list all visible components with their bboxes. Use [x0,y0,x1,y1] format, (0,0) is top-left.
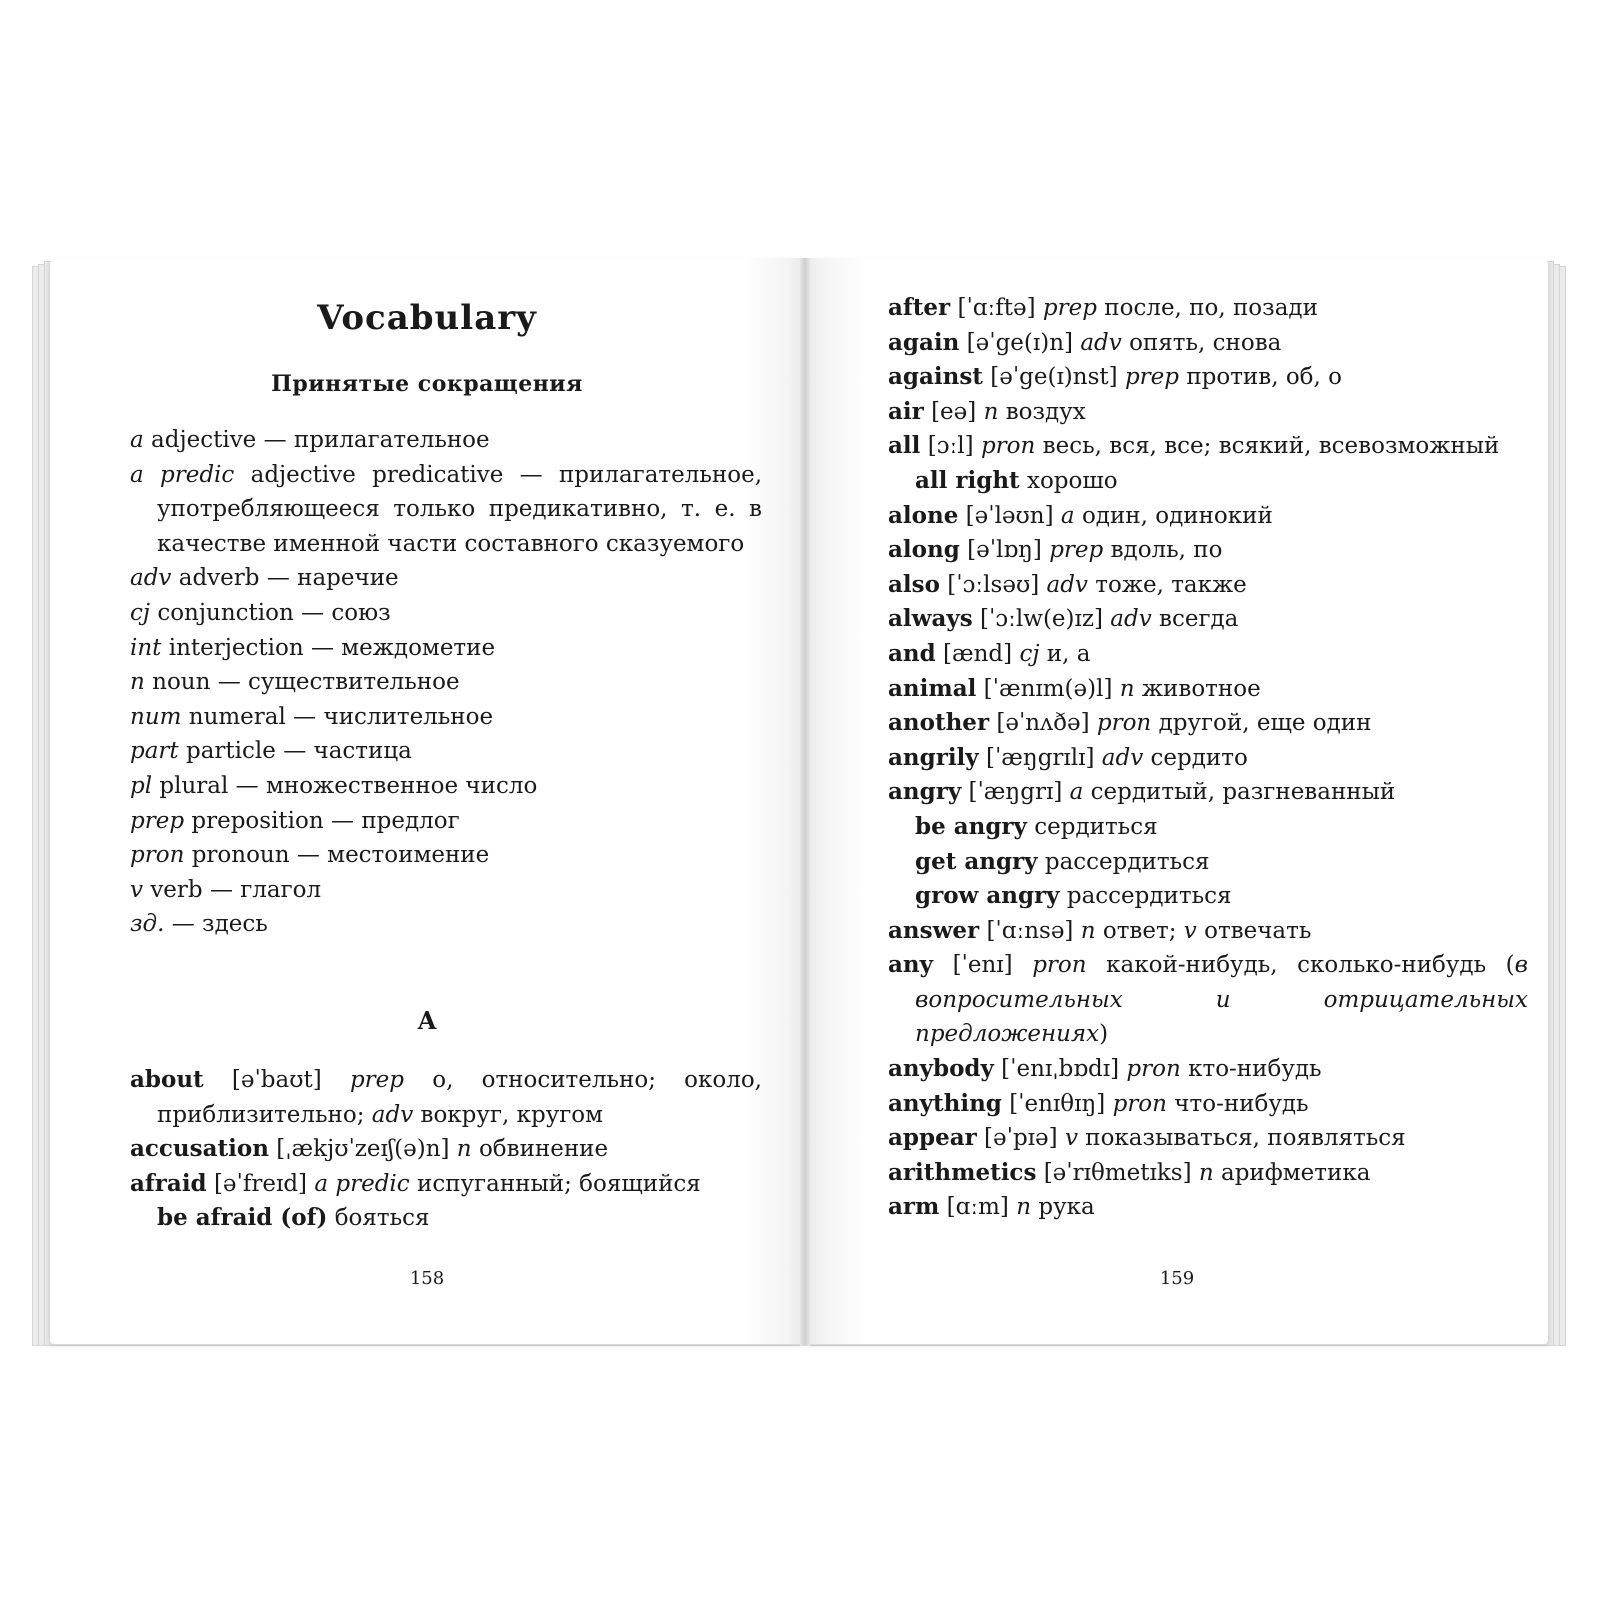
part-of-speech: v [1183,917,1197,944]
abbreviations-list [130,423,762,942]
transcription: [əˈnʌðə] [996,710,1090,737]
page-number-left: 158 [409,1268,445,1289]
transcription: [əˈbaʊt] [231,1067,322,1093]
headword: be afraid (of) [157,1204,328,1232]
usage-note-bracket: ) [1099,1021,1109,1048]
page-number-right: 159 [1159,1268,1195,1289]
transcription: [ˈænɪm(ə)l] [983,675,1113,702]
translation: против, об, о [1186,364,1343,391]
part-of-speech: pron [1032,952,1087,979]
part-of-speech: adv [1101,744,1144,771]
transcription: [ɑːm] [946,1194,1009,1221]
part-of-speech: adv [1080,329,1122,356]
section-letter: A [417,1006,437,1035]
part-of-speech: n [1080,917,1096,944]
part-of-speech: n [1119,675,1135,702]
transcription: [ˈenɪθɪŋ] [1009,1090,1106,1117]
usage-note-bracket: ( [1505,952,1515,979]
dictionary-entry [888,395,1528,430]
transcription: [əˈge(ɪ)n] [966,329,1074,356]
headword: another [888,709,990,737]
headword: be angry [915,812,1027,840]
abbreviation: a [130,427,144,453]
dictionary-subentry [915,810,1528,845]
dictionary-entry [888,741,1528,776]
translation: воздух [1005,398,1086,425]
dictionary-entry [888,1087,1528,1122]
abbreviation-item [130,631,762,666]
dictionary-entry [130,1132,762,1167]
translation: после, по, позади [1104,295,1318,321]
dictionary-entry [888,914,1528,949]
translation: сердито [1150,744,1248,771]
part-of-speech: pron [1112,1090,1167,1117]
translation: другой, еще один [1158,710,1372,737]
headword: anything [888,1089,1002,1117]
abbreviation: num [130,703,182,730]
headword: again [888,328,960,356]
headword: all [888,432,921,460]
translation: вдоль, по [1110,537,1223,564]
abbreviation-meaning: adjective predicative — прилагательное, употребляющееся только предикативно, т. е. в качестве именной части составного сказуемого [157,461,762,557]
transcription: [ˈæŋgrɪlɪ] [985,744,1095,771]
transcription: [ˈenɪˌbɒdɪ] [1001,1056,1120,1083]
transcription: [əˈlɒŋ] [967,537,1042,564]
transcription: [əˈfreɪd] [213,1170,308,1197]
part-of-speech: n [1198,1159,1214,1186]
translation: какой-нибудь, сколько-нибудь [1106,952,1487,979]
part-of-speech: a [1060,502,1075,529]
abbreviation: cj [130,599,151,626]
dictionary-entries-right [888,291,1528,1225]
part-of-speech: cj [1019,640,1040,667]
part-of-speech: v [1064,1125,1078,1152]
translation: животное [1141,675,1261,702]
abbreviation-meaning: interjection — междометие [168,634,496,661]
abbreviation-meaning: pronoun — местоимение [191,842,490,869]
page-title: Vocabulary [317,298,537,338]
translation: вокруг, кругом [420,1101,604,1128]
abbreviation: int [130,634,162,661]
headword: get angry [915,847,1038,875]
right-page [806,258,1548,1344]
dictionary-entry [888,637,1528,672]
dictionary-entry [888,429,1528,464]
transcription: [əˈləʊn] [965,502,1054,529]
headword: about [130,1066,204,1093]
abbreviation-item [130,561,762,596]
transcription: [əˈrɪθmetɪks] [1043,1159,1192,1186]
transcription: [əˈge(ɪ)nst] [990,364,1118,391]
abbreviation-item [130,769,762,804]
abbreviation-meaning: particle — частица [186,738,412,765]
transcription: [ˈɑːnsə] [986,917,1074,944]
abbreviation: prep [130,807,185,834]
abbreviation: pron [130,842,185,869]
headword: and [888,639,936,667]
part-of-speech: pron [1096,710,1152,737]
dictionary-entry [130,1063,762,1132]
dictionary-entry [888,706,1528,741]
part-of-speech: pron [1126,1056,1181,1083]
abbreviation: v [130,876,143,903]
headword: anybody [888,1055,994,1083]
translation: всегда [1159,606,1239,633]
translation: рука [1038,1194,1095,1221]
dictionary-entry [888,672,1528,707]
transcription: [ænd] [943,640,1013,667]
translation: арифметика [1221,1159,1371,1186]
headword: always [888,605,973,633]
part-of-speech: adv [1046,571,1088,598]
abbreviation-item [130,423,762,458]
headword: also [888,570,940,598]
transcription: [əˈpɪə] [984,1125,1058,1152]
dictionary-entries-left [130,1063,762,1236]
transcription: [ˈɔːlw(e)ɪz] [979,606,1103,633]
translation: обвинение [478,1136,609,1163]
headword: answer [888,916,980,944]
transcription: [ˈɑːftə] [957,295,1036,321]
part-of-speech: n [456,1136,472,1163]
usage-note: в вопросительных и отрицательных предложениях [915,952,1529,1048]
transcription: [eə] [931,398,977,425]
book-spine [800,258,810,1346]
part-of-speech: prep [1124,364,1179,391]
left-page [50,258,804,1344]
part-of-speech: prep [349,1067,404,1093]
abbreviation-item [130,700,762,735]
headword: arm [888,1193,940,1221]
dictionary-entry [130,1167,762,1202]
abbreviation-item [130,458,762,562]
abbreviation-item [130,596,762,631]
dictionary-entry [888,1156,1528,1191]
abbreviation: n [130,669,145,696]
part-of-speech: a [1069,779,1084,806]
abbreviation-meaning: adjective — прилагательное [151,427,490,453]
dictionary-entry [888,775,1528,810]
translation: испуганный; боящийся [416,1170,701,1197]
headword: afraid [130,1169,207,1197]
translation: опять, снова [1129,329,1282,356]
translation: один, одинокий [1081,502,1273,529]
translation: ответ; [1102,917,1177,944]
translation: бояться [334,1205,430,1232]
dictionary-entry [888,1121,1528,1156]
abbreviation-item [130,873,762,908]
translation: отвечать [1204,917,1312,944]
translation: рассердиться [1044,848,1210,875]
headword: grow angry [915,882,1060,910]
headword: air [888,397,924,425]
translation: сердитый, разгневанный [1090,779,1396,806]
dictionary-entry [888,948,1528,1052]
headword: accusation [130,1135,269,1163]
dictionary-subentry [915,464,1528,499]
translation: кто-нибудь [1188,1056,1322,1083]
abbreviation-meaning: plural — множественное число [159,772,538,799]
dictionary-entry [888,1190,1528,1225]
translation: о, относительно; около, приблизительно; [157,1067,762,1128]
dictionary-entry [888,326,1528,361]
part-of-speech: pron [980,433,1036,460]
dictionary-entry [888,533,1528,568]
abbreviation-item [130,665,762,700]
translation: показываться, появляться [1085,1125,1406,1152]
headword: arithmetics [888,1158,1037,1186]
translation: что-нибудь [1174,1090,1309,1117]
part-of-speech: n [983,398,999,425]
transcription: [ˌækjʊˈzeɪʃ(ə)n] [276,1136,450,1163]
part-of-speech: prep [1042,295,1097,321]
headword: after [888,294,951,321]
abbreviation-item [130,804,762,839]
abbreviation-meaning: preposition — предлог [191,807,460,834]
abbreviation: pl [130,772,153,799]
abbreviation-meaning: conjunction — союз [157,599,391,626]
abbreviation-item [130,838,762,873]
headword: angry [888,778,962,806]
dictionary-entry [888,499,1528,534]
headword: angrily [888,743,979,771]
dictionary-entry [888,568,1528,603]
abbreviation: adv [130,565,172,592]
translation: весь, вся, все; всякий, всевозможный [1042,433,1500,460]
transcription: [ˈenɪ] [952,952,1013,979]
translation: рассердиться [1066,883,1232,910]
dictionary-subentry [157,1201,762,1236]
abbreviation-meaning: verb — глагол [150,876,322,903]
transcription: [ɔːl] [927,433,974,460]
headword: alone [888,501,959,529]
dictionary-subentry [915,845,1528,880]
abbreviation-item [130,907,762,942]
transcription: [ˈɔːlsəʊ] [947,571,1040,598]
translation: сердиться [1034,813,1158,840]
part-of-speech: n [1016,1194,1032,1221]
headword: any [888,951,933,979]
headword: appear [888,1124,977,1152]
headword: all right [915,466,1020,494]
translation: и, а [1046,640,1091,667]
abbreviation-meaning: numeral — числительное [188,703,494,730]
dictionary-subentry [915,879,1528,914]
dictionary-entry [888,602,1528,637]
abbreviation: зд. [130,911,165,938]
dictionary-entry [888,1052,1528,1087]
abbreviation-meaning: noun — существительное [152,669,460,696]
abbreviation-meaning: adverb — наречие [178,565,399,592]
headword: animal [888,674,977,702]
part-of-speech: adv [371,1101,414,1128]
abbreviation: a predic [130,461,235,488]
headword: along [888,536,960,564]
abbreviations-heading: Принятые сокращения [271,371,583,397]
abbreviation-meaning: — здесь [171,911,268,938]
transcription: [ˈæŋgrɪ] [968,779,1063,806]
dictionary-entry [888,360,1528,395]
abbreviation-item [130,734,762,769]
part-of-speech: a predic [314,1170,410,1197]
translation: тоже, также [1095,571,1247,598]
part-of-speech: prep [1049,537,1104,564]
translation: хорошо [1026,467,1118,494]
dictionary-entry [888,291,1528,326]
abbreviation: part [130,738,179,765]
headword: against [888,363,983,391]
part-of-speech: adv [1110,606,1152,633]
